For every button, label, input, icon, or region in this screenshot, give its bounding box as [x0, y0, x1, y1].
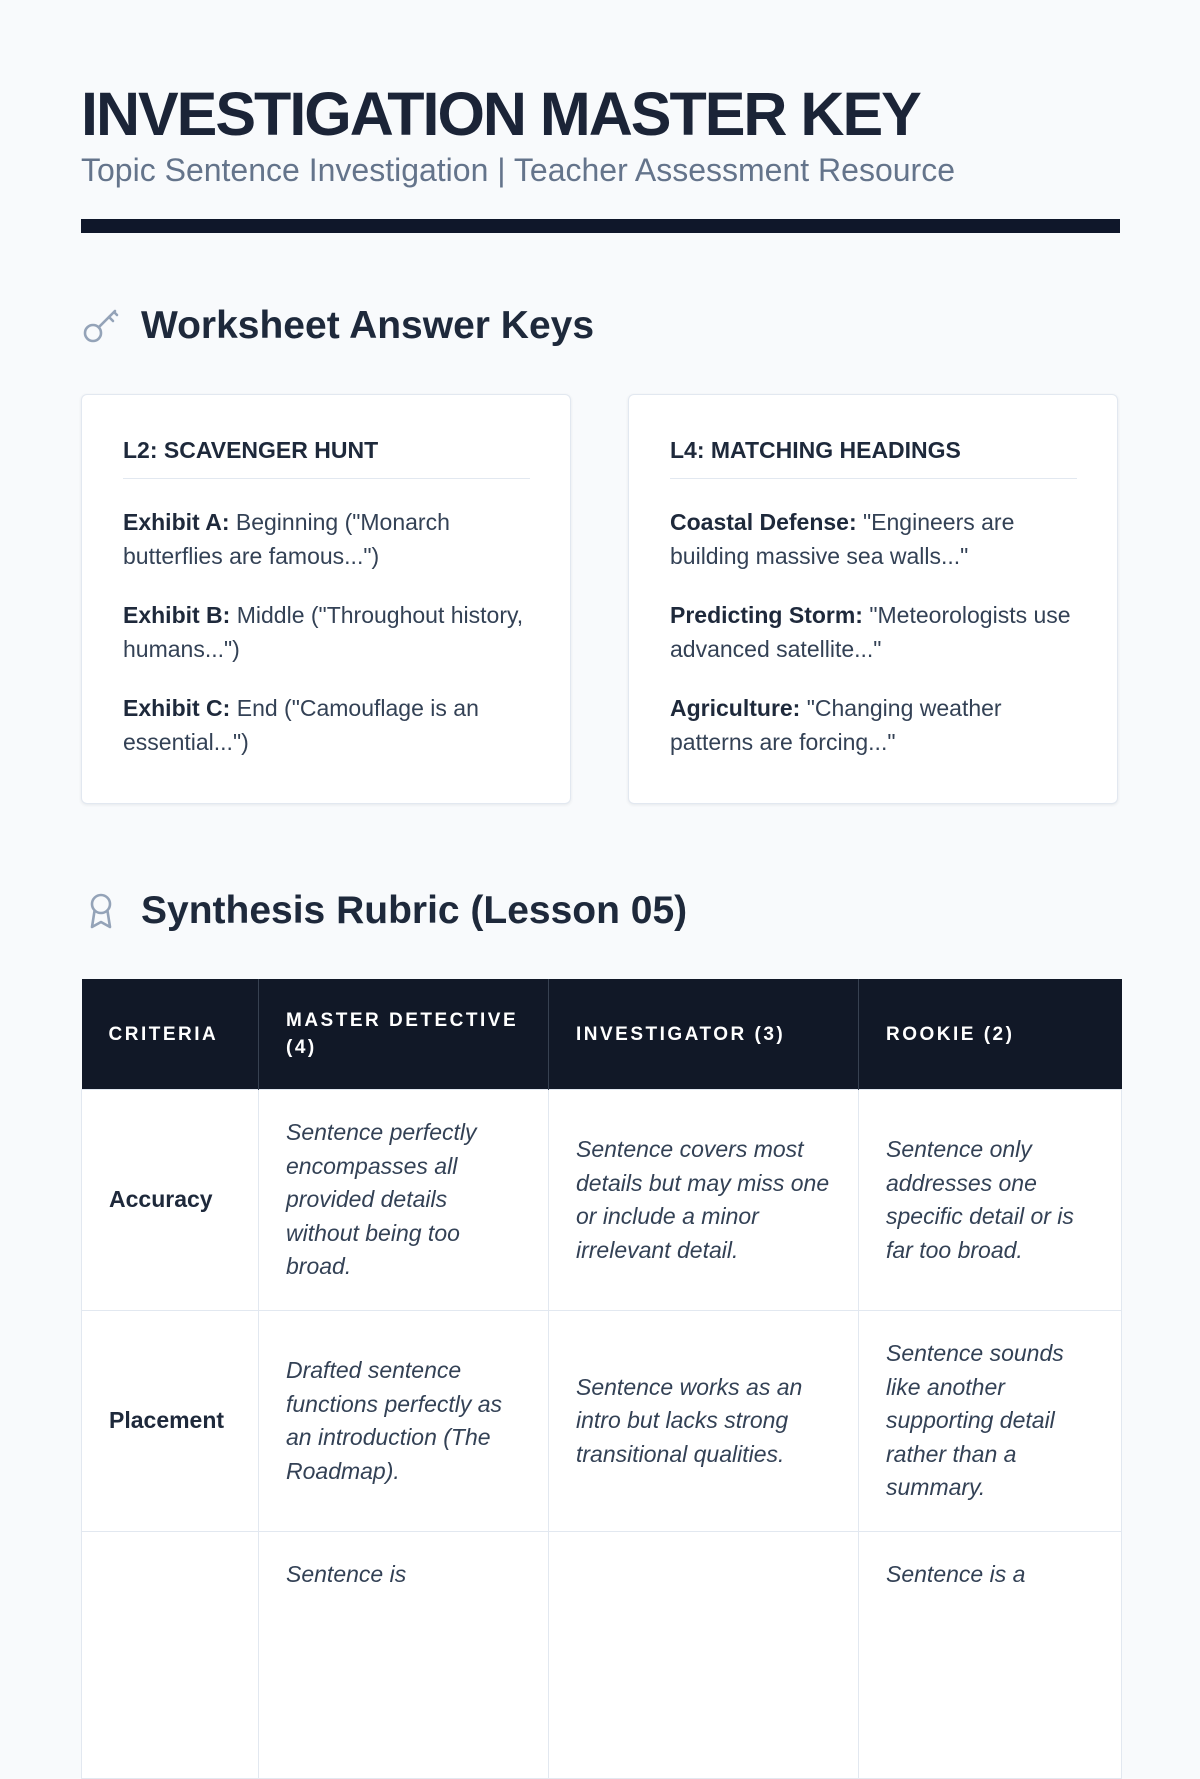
answer-item: [123, 505, 530, 573]
page-subtitle: Topic Sentence Investigation | Teacher Assessment Resource: [81, 152, 955, 188]
rubric-cell: Sentence works as an intro but lacks strong transitional qualities.: [549, 1311, 859, 1532]
rubric-section-header: [81, 881, 687, 941]
answer-text: "Changing weather patterns are forcing...": [670, 695, 1002, 755]
table-row: [82, 1532, 1122, 1779]
criteria-cell: [82, 1532, 259, 1779]
rubric-header-row: [82, 979, 1122, 1090]
rubric-cell: Sentence perfectly encompasses all provided details without being too broad.: [259, 1090, 549, 1311]
page-title: INVESTIGATION MASTER KEY: [81, 80, 920, 148]
answer-item: [670, 505, 1077, 573]
card-title: L4: MATCHING HEADINGS: [670, 435, 1077, 479]
rubric-cell: Sentence only addresses one specific detail or is far too broad.: [859, 1090, 1122, 1311]
answer-label: Agriculture:: [670, 695, 801, 721]
criteria-cell: Accuracy: [82, 1090, 259, 1311]
answer-label: Exhibit C:: [123, 695, 231, 721]
answer-key-card-matching-headings: [628, 394, 1118, 804]
rubric-cell: [549, 1532, 859, 1779]
rubric-cell: Sentence is a: [859, 1532, 1122, 1779]
rubric-cell: Drafted sentence functions perfectly as an introduction (The Roadmap).: [259, 1311, 549, 1532]
header-divider: [81, 219, 1120, 233]
answer-text: "Meteorologists use advanced satellite...": [670, 602, 1071, 662]
table-row: [82, 1311, 1122, 1532]
answer-label: Exhibit B:: [123, 602, 231, 628]
criteria-cell: Placement: [82, 1311, 259, 1532]
answer-text: Middle ("Throughout history, humans..."): [123, 602, 524, 662]
rubric-cell: Sentence is: [259, 1532, 549, 1779]
answer-item: [123, 598, 530, 666]
award-icon: [81, 891, 121, 931]
answer-item: [123, 691, 530, 759]
column-header: CRITERIA: [82, 979, 259, 1090]
answer-item: [670, 691, 1077, 759]
rubric-cell: Sentence covers most details but may miss one or include a minor irrelevant detail.: [549, 1090, 859, 1311]
answer-label: Coastal Defense:: [670, 509, 857, 535]
rubric-heading: Synthesis Rubric (Lesson 05): [141, 889, 688, 932]
answer-key-card-scavenger-hunt: [81, 394, 571, 804]
answer-keys-heading: Worksheet Answer Keys: [141, 304, 595, 347]
column-header: INVESTIGATOR (3): [549, 979, 859, 1090]
answer-label: Exhibit A:: [123, 509, 230, 535]
answer-keys-section-header: [81, 296, 594, 356]
card-title: L2: SCAVENGER HUNT: [123, 435, 530, 479]
answer-text: "Engineers are building massive sea walls...": [670, 509, 1015, 569]
answer-item: [670, 598, 1077, 666]
key-icon: [81, 306, 121, 346]
answer-text: End ("Camouflage is an essential..."): [123, 695, 479, 755]
rubric-table: [81, 979, 1122, 1779]
column-header: MASTER DETECTIVE (4): [259, 979, 549, 1090]
table-row: [82, 1090, 1122, 1311]
rubric-cell: Sentence sounds like another supporting detail rather than a summary.: [859, 1311, 1122, 1532]
answer-text: Beginning ("Monarch butterflies are famous..."): [123, 509, 450, 569]
column-header: ROOKIE (2): [859, 979, 1122, 1090]
answer-label: Predicting Storm:: [670, 602, 863, 628]
